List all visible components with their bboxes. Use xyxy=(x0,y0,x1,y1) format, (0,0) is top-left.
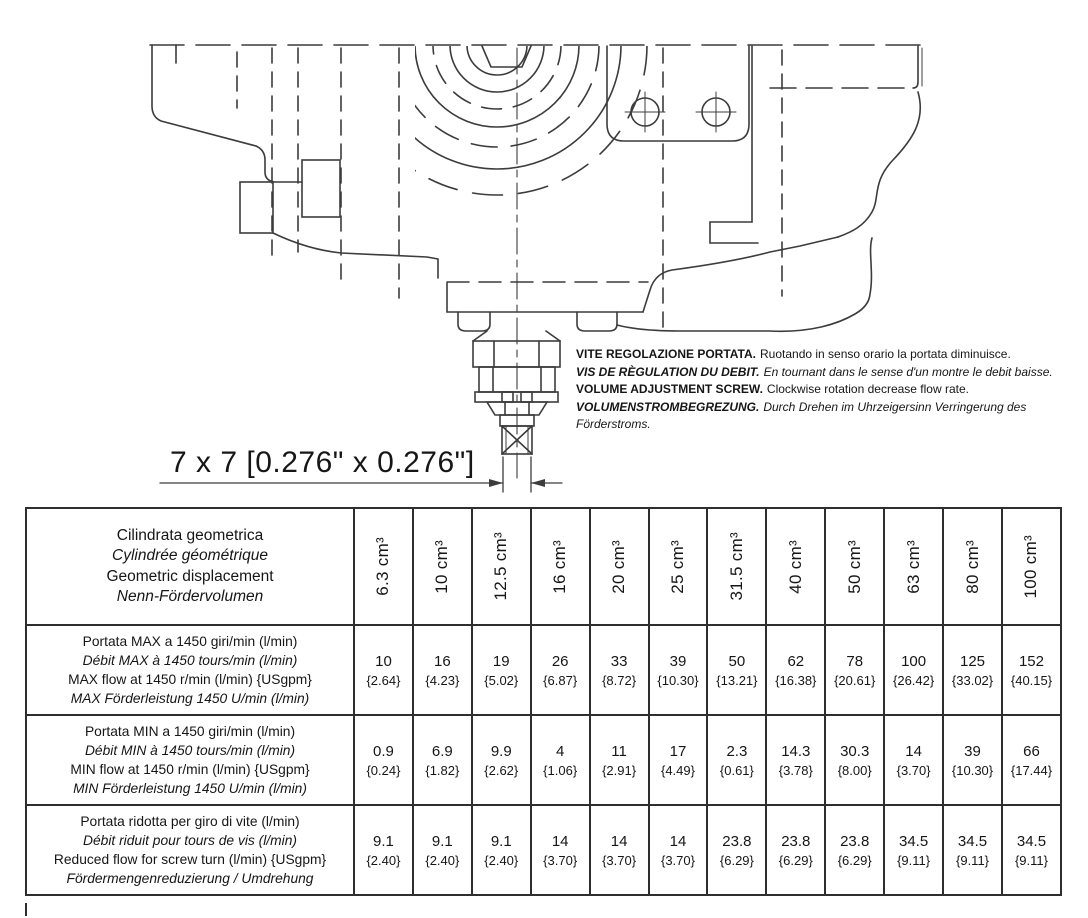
value-cell xyxy=(413,805,472,895)
flow-value: 11 xyxy=(611,742,627,760)
value-cell xyxy=(943,715,1002,805)
note-lead: VIS DE RÈGULATION DU DEBIT. xyxy=(576,364,760,379)
displacement-column-header xyxy=(531,508,590,625)
corner-line: Cilindrata geometrica xyxy=(116,526,264,544)
value-cell xyxy=(766,715,825,805)
value-cell xyxy=(707,715,766,805)
corner-line: Nenn-Fördervolumen xyxy=(116,588,264,605)
displacement-column-header xyxy=(413,508,472,625)
usgpm-value: {6.87} xyxy=(543,672,578,688)
usgpm-value: {2.91} xyxy=(602,762,637,778)
row-label-line: Reduced flow for screw turn (l/min) {USgpm} xyxy=(53,852,327,867)
flow-value: 9.1 xyxy=(431,832,453,850)
row-label-line: MAX flow at 1450 r/min (l/min) {USgpm} xyxy=(68,672,312,687)
value-cell xyxy=(707,805,766,895)
table-header-row xyxy=(26,508,1061,625)
flow-value: 9.9 xyxy=(490,742,512,760)
displacement-column-label: 80 cm³ xyxy=(962,539,982,594)
flow-value: 125 xyxy=(960,652,986,670)
flow-value: 100 xyxy=(901,652,927,670)
displacement-spec-table xyxy=(25,507,1062,896)
usgpm-value: {2.40} xyxy=(425,852,460,868)
note-rest: En tournant dans le sense d'un montre le debit baisse. xyxy=(763,364,1053,379)
value-cell xyxy=(1002,715,1061,805)
usgpm-value: {16.38} xyxy=(775,672,817,688)
row-label-line: Fördermengenreduzierung / Umdrehung xyxy=(66,871,314,886)
value-cell xyxy=(825,715,884,805)
usgpm-value: {10.30} xyxy=(657,672,699,688)
value-cell xyxy=(472,805,531,895)
usgpm-value: {6.29} xyxy=(837,852,872,868)
flow-value: 6.9 xyxy=(431,742,453,760)
flow-value: 0.9 xyxy=(373,742,394,760)
value-cell xyxy=(472,625,531,715)
row-label-line: Débit MAX à 1450 tours/min (l/min) xyxy=(82,653,298,668)
value-cell xyxy=(531,625,590,715)
corner-line: Geometric displacement xyxy=(106,567,274,585)
displacement-column-label: 20 cm³ xyxy=(609,539,629,594)
usgpm-value: {4.23} xyxy=(425,672,460,688)
flow-value: 62 xyxy=(787,652,805,670)
usgpm-value: {0.24} xyxy=(366,762,401,778)
flow-value: 34.5 xyxy=(957,832,988,850)
displacement-column-header xyxy=(649,508,708,625)
value-cell xyxy=(649,715,708,805)
displacement-column-header xyxy=(472,508,531,625)
flow-value: 34.5 xyxy=(899,832,929,850)
flow-value: 33 xyxy=(610,652,628,670)
flow-value: 14 xyxy=(551,832,569,850)
value-cell xyxy=(354,625,413,715)
note-rest: Ruotando in senso orario la portata diminuisce. xyxy=(760,347,1011,361)
usgpm-value: {1.06} xyxy=(543,762,578,778)
displacement-column-label: 6.3 cm³ xyxy=(373,537,393,596)
value-cell xyxy=(531,805,590,895)
value-cell xyxy=(531,715,590,805)
row-label-cell xyxy=(26,625,354,715)
flow-value: 26 xyxy=(551,652,569,670)
value-cell xyxy=(1002,805,1061,895)
displacement-column-label: 25 cm³ xyxy=(667,539,687,594)
row-label-line: Portata MIN a 1450 giri/min (l/min) xyxy=(84,724,296,739)
value-cell xyxy=(943,805,1002,895)
flow-value: 39 xyxy=(669,652,687,670)
usgpm-value: {17.44} xyxy=(1010,762,1053,778)
displacement-column-header xyxy=(707,508,766,625)
usgpm-value: {10.30} xyxy=(951,762,994,778)
usgpm-value: {9.11} xyxy=(956,852,990,868)
usgpm-value: {6.29} xyxy=(719,852,754,868)
displacement-column-label: 63 cm³ xyxy=(903,539,923,594)
displacement-column-header xyxy=(766,508,825,625)
flow-value: 66 xyxy=(1023,742,1040,760)
value-cell xyxy=(766,625,825,715)
value-cell xyxy=(649,625,708,715)
usgpm-value: {2.64} xyxy=(366,672,401,688)
table-body xyxy=(26,625,1061,895)
usgpm-value: {6.29} xyxy=(778,852,813,868)
usgpm-value: {5.02} xyxy=(484,672,519,688)
usgpm-value: {3.70} xyxy=(660,852,695,868)
usgpm-value: {3.70} xyxy=(602,852,637,868)
value-cell xyxy=(1002,625,1061,715)
corner-line: Cylindrée géométrique xyxy=(112,547,268,564)
flow-value: 34.5 xyxy=(1016,832,1047,850)
usgpm-value: {2.40} xyxy=(366,852,401,868)
value-cell xyxy=(354,715,413,805)
value-cell xyxy=(590,715,649,805)
value-cell xyxy=(825,625,884,715)
displacement-column-header xyxy=(354,508,413,625)
value-cell xyxy=(354,805,413,895)
flow-value: 16 xyxy=(434,652,451,670)
value-cell xyxy=(707,625,766,715)
usgpm-value: {0.61} xyxy=(719,762,754,778)
flow-value: 50 xyxy=(728,652,746,670)
note-lead: VOLUMENSTROMBEGREZUNG. xyxy=(576,399,760,414)
value-cell xyxy=(884,625,943,715)
flow-value: 152 xyxy=(1018,652,1044,670)
note-lead: VOLUME ADJUSTMENT SCREW. xyxy=(576,382,763,396)
row-label-line: Portata ridotta per giro di vite (l/min) xyxy=(80,814,300,829)
row-label-line: Portata MAX a 1450 giri/min (l/min) xyxy=(82,634,298,649)
flow-value: 14.3 xyxy=(781,742,811,760)
value-cell xyxy=(590,805,649,895)
flow-value: 23.8 xyxy=(840,832,870,850)
row-label-cell xyxy=(26,715,354,805)
note-french xyxy=(576,364,1088,382)
table-row xyxy=(26,805,1061,895)
value-cell xyxy=(413,625,472,715)
note-rest: Clockwise rotation decrease flow rate. xyxy=(766,382,969,396)
displacement-column-label: 10 cm³ xyxy=(432,539,452,594)
row-label-line: Débit MIN à 1450 tours/min (l/min) xyxy=(84,743,296,758)
usgpm-value: {3.78} xyxy=(778,762,813,778)
flow-value: 10 xyxy=(375,652,392,670)
usgpm-value: {9.11} xyxy=(1014,852,1048,868)
flow-value: 14 xyxy=(669,832,687,850)
flow-value: 9.1 xyxy=(490,832,512,850)
screw-tip-dimension-label: 7 x 7 [0.276" x 0.276"] xyxy=(170,446,475,479)
displacement-column-label: 50 cm³ xyxy=(844,539,864,594)
flow-value: 4 xyxy=(556,742,565,760)
usgpm-value: {2.62} xyxy=(484,762,519,778)
flow-value: 23.8 xyxy=(722,832,752,850)
value-cell xyxy=(884,715,943,805)
value-cell xyxy=(472,715,531,805)
row-label-line: MIN Förderleistung 1450 U/min (l/min) xyxy=(73,781,307,796)
usgpm-value: {13.21} xyxy=(716,672,758,688)
usgpm-value: {4.49} xyxy=(660,762,695,778)
displacement-column-header xyxy=(825,508,884,625)
note-english xyxy=(576,381,1088,399)
usgpm-value: {1.82} xyxy=(425,762,460,778)
corner-header-cell xyxy=(26,508,354,625)
usgpm-value: {9.11} xyxy=(897,852,931,868)
flow-value: 19 xyxy=(492,652,510,670)
row-label-cell xyxy=(26,805,354,895)
usgpm-value: {8.72} xyxy=(602,672,637,688)
displacement-column-header xyxy=(943,508,1002,625)
value-cell xyxy=(766,805,825,895)
displacement-column-label: 100 cm³ xyxy=(1021,534,1041,599)
note-german xyxy=(576,399,1088,434)
table-row xyxy=(26,625,1061,715)
value-cell xyxy=(884,805,943,895)
note-italian xyxy=(576,346,1088,364)
flow-value: 78 xyxy=(846,652,864,670)
value-cell xyxy=(825,805,884,895)
flow-value: 30.3 xyxy=(840,742,870,760)
value-cell xyxy=(649,805,708,895)
displacement-column-label: 16 cm³ xyxy=(550,539,570,594)
table-row xyxy=(26,715,1061,805)
row-label-line: Débit riduit pour tours de vis (l/min) xyxy=(83,833,297,848)
flow-value: 9.1 xyxy=(373,832,394,850)
displacement-column-label: 31.5 cm³ xyxy=(726,532,746,601)
table-left-border-stub xyxy=(25,903,27,916)
value-cell xyxy=(413,715,472,805)
value-cell xyxy=(590,625,649,715)
usgpm-value: {33.02} xyxy=(951,672,994,688)
flow-value: 39 xyxy=(964,742,981,760)
adjustment-screw-notes xyxy=(576,346,1088,434)
displacement-column-label: 40 cm³ xyxy=(785,539,805,594)
flow-value: 17 xyxy=(669,742,687,760)
note-lead: VITE REGOLAZIONE PORTATA. xyxy=(576,347,756,361)
usgpm-value: {3.70} xyxy=(896,762,931,778)
usgpm-value: {26.42} xyxy=(893,672,935,688)
note-rest: Durch Drehen im Uhrzeigersinn Verringerung des Förderstroms. xyxy=(576,399,1027,431)
displacement-column-header xyxy=(590,508,649,625)
flow-value: 14 xyxy=(610,832,628,850)
usgpm-value: {20.61} xyxy=(834,672,876,688)
row-label-line: MAX Förderleistung 1450 U/min (l/min) xyxy=(70,691,310,706)
usgpm-value: {8.00} xyxy=(837,762,872,778)
displacement-column-label: 12.5 cm³ xyxy=(491,532,511,601)
usgpm-value: {40.15} xyxy=(1010,672,1053,688)
value-cell xyxy=(943,625,1002,715)
usgpm-value: {2.40} xyxy=(484,852,519,868)
displacement-column-header xyxy=(1002,508,1061,625)
flow-value: 14 xyxy=(905,742,922,760)
usgpm-value: {3.70} xyxy=(543,852,578,868)
row-label-line: MIN flow at 1450 r/min (l/min) {USgpm} xyxy=(70,762,310,777)
displacement-column-header xyxy=(884,508,943,625)
flow-value: 2.3 xyxy=(726,742,748,760)
flow-value: 23.8 xyxy=(781,832,811,850)
